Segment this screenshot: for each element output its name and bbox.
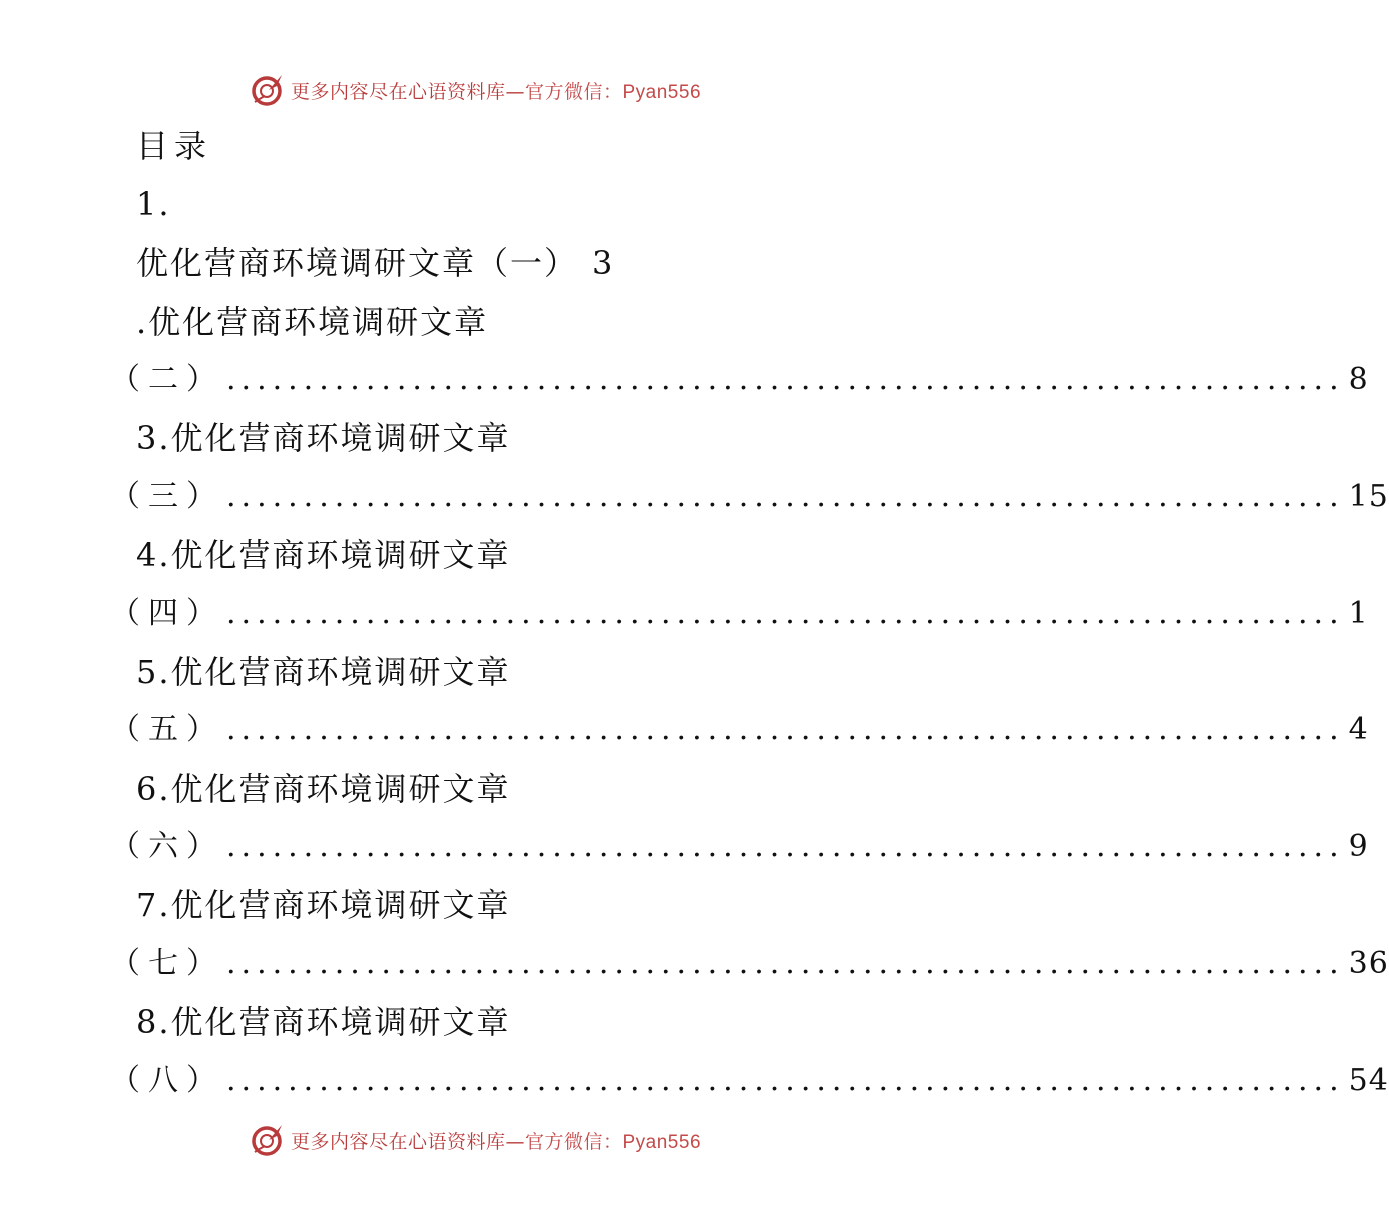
toc-entry-row[interactable] bbox=[110, 1061, 1389, 1101]
toc-entry-row[interactable] bbox=[110, 360, 1369, 400]
header-banner bbox=[0, 70, 950, 110]
toc-entry-title[interactable]: 4.优化营商环境调研文章 bbox=[136, 536, 511, 574]
toc-entry-page: 8 bbox=[1348, 362, 1369, 397]
dot-leader: ........................................................................ bbox=[226, 596, 1345, 631]
toc-entry-page: 4 bbox=[1348, 712, 1369, 747]
toc-entry-paren: （六） bbox=[110, 829, 224, 864]
dot-leader: ........................................................................ bbox=[226, 1063, 1345, 1098]
toc-entry-paren: （三） bbox=[110, 479, 224, 514]
toc-entry-page: 36 bbox=[1348, 946, 1389, 981]
toc-entry-row[interactable] bbox=[110, 827, 1369, 867]
toc-entry-page: 15 bbox=[1348, 479, 1389, 514]
toc-entry-title[interactable]: 8.优化营商环境调研文章 bbox=[136, 1003, 511, 1041]
toc-entry-1-page: 3 bbox=[592, 244, 615, 282]
toc-entry-paren: （八） bbox=[110, 1063, 224, 1098]
toc-entry-title[interactable]: .优化营商环境调研文章 bbox=[136, 303, 489, 341]
toc-entry-page: 1 bbox=[1348, 596, 1369, 631]
toc-entry-page: 54 bbox=[1348, 1063, 1389, 1098]
dot-leader: ........................................................................ bbox=[226, 479, 1345, 514]
toc-entry-row[interactable] bbox=[110, 477, 1389, 517]
dot-leader: ........................................................................ bbox=[226, 362, 1345, 397]
toc-entry-title[interactable]: 3.优化营商环境调研文章 bbox=[136, 419, 511, 457]
toc-entry-paren: （二） bbox=[110, 362, 224, 397]
toc-entry-title[interactable]: 7.优化营商环境调研文章 bbox=[136, 886, 511, 924]
quill-pen-logo-icon bbox=[249, 72, 285, 108]
dot-leader: ........................................................................ bbox=[226, 829, 1345, 864]
toc-entry-paren: （五） bbox=[110, 712, 224, 747]
toc-entry-page: 9 bbox=[1348, 829, 1369, 864]
dot-leader: ........................................................................ bbox=[226, 946, 1345, 981]
toc-entry-1-number: 1. bbox=[136, 185, 171, 223]
toc-entry-paren: （七） bbox=[110, 946, 224, 981]
quill-pen-logo-icon bbox=[249, 1122, 285, 1158]
toc-entry-row[interactable] bbox=[110, 710, 1369, 750]
footer-banner bbox=[0, 1120, 950, 1160]
dot-leader: ........................................................................ bbox=[226, 712, 1345, 747]
toc-entry-row[interactable] bbox=[110, 944, 1389, 984]
toc-entry-title[interactable]: 6.优化营商环境调研文章 bbox=[136, 770, 511, 808]
toc-entry-1-title: 优化营商环境调研文章（一） bbox=[136, 244, 579, 282]
banner-text: 更多内容尽在心语资料库—官方微信：Pyan556 bbox=[290, 80, 702, 103]
toc-entry-title[interactable]: 5.优化营商环境调研文章 bbox=[136, 653, 511, 691]
toc-heading: 目录 bbox=[136, 127, 213, 165]
banner-text: 更多内容尽在心语资料库—官方微信：Pyan556 bbox=[290, 1130, 702, 1153]
toc-entry-paren: （四） bbox=[110, 596, 224, 631]
toc-entry-row[interactable] bbox=[110, 594, 1369, 634]
toc-entry-1[interactable] bbox=[136, 243, 614, 283]
